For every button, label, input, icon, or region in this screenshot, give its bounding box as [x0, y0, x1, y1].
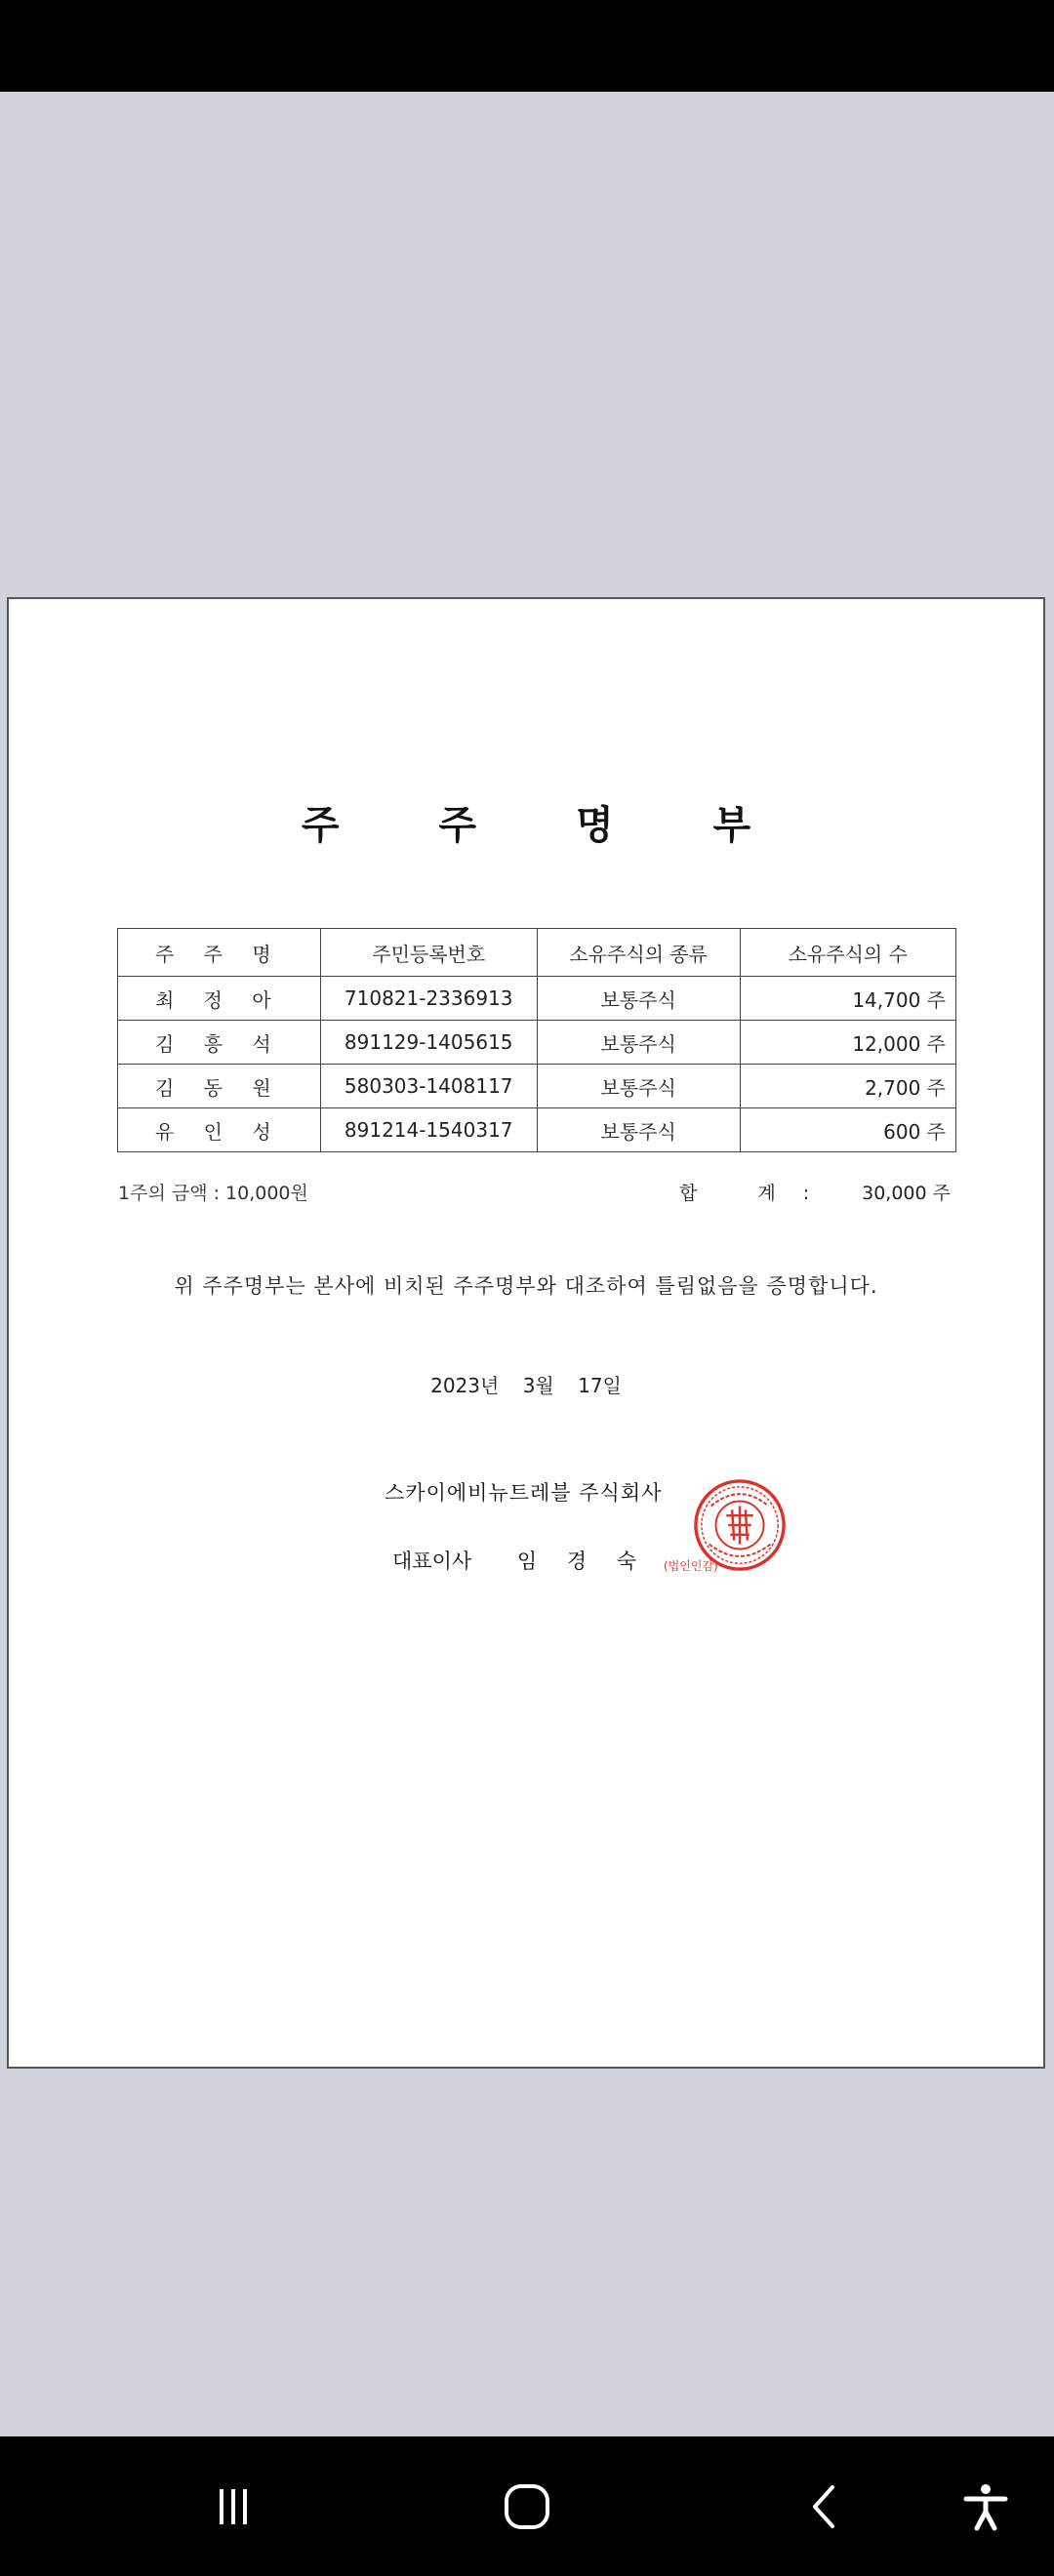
shareholder-share-count: 12,000 주 — [740, 1021, 955, 1065]
navigation-bar — [0, 2436, 1054, 2576]
ceo-name: 임 경 숙 — [516, 1550, 649, 1573]
status-bar — [0, 0, 1054, 92]
table-row — [118, 1065, 956, 1108]
accessibility-icon[interactable] — [954, 2475, 1017, 2538]
ceo-line — [392, 1546, 648, 1575]
document-title: 주 주 명 부 — [301, 803, 794, 848]
total-value: 30,000 주 — [862, 1183, 951, 1204]
shareholder-name: 김 동 원 — [118, 1065, 321, 1108]
total-label: 합 계: — [678, 1183, 837, 1204]
back-icon[interactable] — [793, 2475, 856, 2538]
home-icon[interactable] — [496, 2475, 558, 2538]
shareholder-name: 최 정 아 — [118, 977, 321, 1021]
document-page — [7, 597, 1045, 2069]
shareholder-table — [117, 928, 956, 1152]
header-share-count: 소유주식의 수 — [740, 929, 955, 977]
ceo-title: 대표이사 — [392, 1550, 472, 1573]
table-row — [118, 977, 956, 1021]
header-id-number: 주민등록번호 — [320, 929, 537, 977]
table-row — [118, 1021, 956, 1065]
company-name: 스카이에비뉴트레블 주식회사 — [385, 1481, 663, 1505]
header-name: 주 주 명 — [118, 929, 321, 977]
shareholder-share-type: 보통주식 — [537, 1108, 740, 1152]
shareholder-name: 김 흥 석 — [118, 1021, 321, 1065]
shareholder-share-count: 14,700 주 — [740, 977, 955, 1021]
shareholder-id-number: 891129-1405615 — [320, 1021, 537, 1065]
shareholder-share-type: 보통주식 — [537, 977, 740, 1021]
issue-date: 2023년 3월 17일 — [430, 1374, 622, 1397]
shareholder-name: 유 인 성 — [118, 1108, 321, 1152]
recent-apps-icon[interactable] — [202, 2475, 264, 2538]
shareholder-id-number: 891214-1540317 — [320, 1108, 537, 1152]
shareholder-share-type: 보통주식 — [537, 1021, 740, 1065]
table-header-row — [118, 929, 956, 977]
shareholder-share-count: 600 주 — [740, 1108, 955, 1152]
shareholder-id-number: 580303-1408117 — [320, 1065, 537, 1108]
seal-caption: (법인인감) — [664, 1559, 718, 1573]
shareholder-share-type: 보통주식 — [537, 1065, 740, 1108]
shareholder-id-number: 710821-2336913 — [320, 977, 537, 1021]
unit-price: 1주의 금액 : 10,000원 — [118, 1183, 308, 1204]
header-share-type: 소유주식의 종류 — [537, 929, 740, 977]
table-row — [118, 1108, 956, 1152]
shareholder-share-count: 2,700 주 — [740, 1065, 955, 1108]
certification-statement: 위 주주명부는 본사에 비치된 주주명부와 대조하여 틀림없음을 증명합니다. — [174, 1274, 878, 1298]
total-row — [679, 1179, 951, 1205]
